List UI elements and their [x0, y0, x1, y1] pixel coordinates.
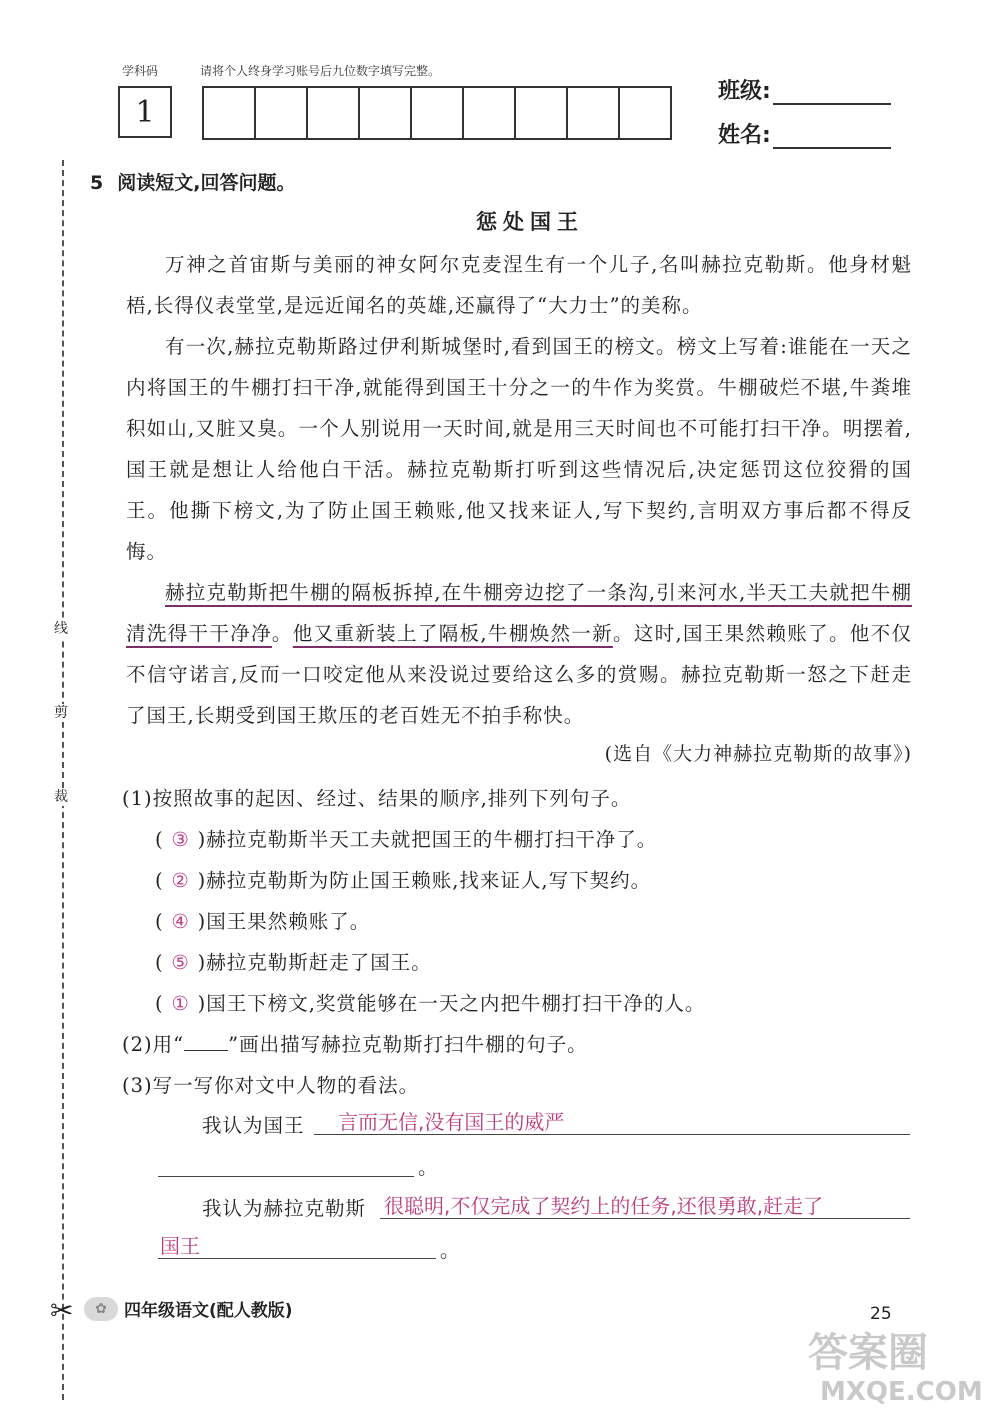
q3-hero-answer-line[interactable]: [380, 1188, 910, 1219]
q1-option-text: 赫拉克勒斯为防止国王赖账,找来证人,写下契约。: [206, 869, 652, 892]
id-digit-box[interactable]: [464, 88, 516, 138]
q1-option: ( ① )国王下榜文,奖赏能够在一天之内把牛棚打扫干净的人。: [155, 992, 706, 1015]
passage-source: (选自《大力神赫拉克勒斯的故事》): [604, 743, 912, 765]
passage-paragraph-2: 有一次,赫拉克勒斯路过伊利斯城堡时,看到国王的榜文。榜文上写着:谁能在一天之内将国王的牛棚打扫干净,就能得到国王十分之一的牛作为奖赏。牛棚破烂不堪,牛粪堆积如山,又脏又臭。一个人别说用一天时间,就是用三天时间也不可能打扫干净。明摆着,国王就是想让人给他白干活。赫拉克勒斯打听到这些情况后,决定惩罚这位狡猾的国王。他撕下榜文,为了防止国王赖账,他又找来证人,写下契约,言明双方事后都不得反悔。: [126, 335, 912, 563]
q3-end-mark: 。: [418, 1156, 439, 1179]
question-heading: [90, 168, 295, 195]
q1-option-answer[interactable]: ⑤: [171, 951, 190, 974]
q1-option-text: 赫拉克勒斯赶走了国王。: [206, 951, 432, 974]
scissors-icon: ✂: [50, 1294, 74, 1327]
q1-option: ( ⑤ )赫拉克勒斯赶走了国王。: [155, 951, 432, 974]
passage-paragraph-3: [126, 572, 912, 736]
watermark-logo: [800, 1320, 990, 1408]
name-blank[interactable]: [773, 125, 891, 149]
q3-hero-answer-line-2[interactable]: [158, 1228, 436, 1259]
id-digit-box[interactable]: [360, 88, 412, 138]
passage-paragraph-3-rest: 。这时,国王果然赖账了。他不仅不信守诺言,反而一口咬定他从来没说过要给这么多的赏赐。赫拉克勒斯一怒之下赶走了国王,长期受到国王欺压的老百姓无不拍手称快。: [126, 622, 912, 727]
q1-option-text: 国王果然赖账了。: [206, 910, 371, 933]
id-digit-box[interactable]: [620, 88, 672, 138]
class-label: 班级:: [718, 79, 771, 104]
book-badge-icon: ✿: [84, 1297, 118, 1321]
q3-king-label: 我认为国王: [202, 1114, 305, 1137]
q3-prompt: (3)写一写你对文中人物的看法。: [122, 1074, 420, 1097]
class-field: [718, 74, 891, 105]
watermark-text-bottom: MXQE.COM: [820, 1377, 983, 1407]
q1-option: ( ③ )赫拉克勒斯半天工夫就把国王的牛棚打扫干净了。: [155, 828, 658, 851]
q1-option-answer[interactable]: ③: [171, 828, 190, 851]
q3-king-answer-line[interactable]: [314, 1104, 910, 1135]
q3-hero-answer-1: 很聪明,不仅完成了契约上的任务,还很勇敢,赶走了: [384, 1194, 824, 1218]
name-label: 姓名:: [718, 123, 771, 148]
footer-book: [84, 1296, 293, 1321]
q1-option-text: 国王下榜文,奖赏能够在一天之内把牛棚打扫干净的人。: [206, 992, 706, 1015]
question-number: 5: [90, 172, 104, 194]
q3-end-mark-2: 。: [440, 1239, 461, 1262]
question-instruction: 阅读短文,回答问题。: [117, 172, 296, 194]
passage-paragraph-1: 万神之首宙斯与美丽的神女阿尔克麦涅生有一个儿子,名叫赫拉克勒斯。他身材魁梧,长得仪表堂堂,是远近闻名的英雄,还赢得了“大力士”的美称。: [126, 253, 912, 317]
q1-option-answer[interactable]: ①: [171, 992, 190, 1015]
watermark-text-top: 答案圈: [808, 1330, 928, 1376]
passage-punct: 。: [271, 622, 293, 645]
q1-option-answer[interactable]: ④: [171, 910, 190, 933]
subject-code-box: 1: [118, 86, 172, 138]
id-digit-box[interactable]: [568, 88, 620, 138]
q1-option-text: 赫拉克勒斯半天工夫就把国王的牛棚打扫干净了。: [206, 828, 658, 851]
id-digit-box[interactable]: [204, 88, 256, 138]
cut-mark-trim: 裁: [54, 789, 68, 805]
q3-hero-label: 我认为赫拉克勒斯: [202, 1197, 367, 1220]
page-number: 25: [870, 1304, 892, 1324]
cut-guide-line: [62, 160, 64, 1400]
account-id-boxes: [202, 86, 672, 140]
id-digit-box[interactable]: [256, 88, 308, 138]
name-field: [718, 118, 891, 149]
id-digit-box[interactable]: [308, 88, 360, 138]
q3-hero-answer-2: 国王: [160, 1234, 200, 1258]
q1-option-answer[interactable]: ②: [171, 869, 190, 892]
q1-option: ( ④ )国王果然赖账了。: [155, 910, 371, 933]
cut-mark-line: 线: [54, 621, 68, 637]
q3-king-answer-line-2[interactable]: [158, 1146, 414, 1177]
q2-suffix: ”画出描写赫拉克勒斯打扫牛棚的句子。: [228, 1033, 588, 1056]
q2-underline-sample: [184, 1032, 228, 1051]
id-digit-box[interactable]: [412, 88, 464, 138]
underlined-sentence-1: 赫拉克勒斯把牛棚的隔板拆掉,在牛棚旁边挖了一条沟,引来河水,半天工夫就把牛棚清洗得干干净净: [126, 581, 912, 645]
underlined-sentence-2: 他又重新装上了隔板,牛棚焕然一新: [292, 622, 613, 645]
q3-king-answer: 言而无信,没有国王的威严: [338, 1110, 565, 1134]
passage-body: [126, 244, 912, 736]
subject-code-label: 学科码: [122, 64, 159, 78]
book-title: 四年级语文(配人教版): [124, 1301, 293, 1321]
q2-prompt: [122, 1029, 588, 1057]
q1-prompt: (1)按照故事的起因、经过、结果的顺序,排列下列句子。: [122, 787, 632, 810]
id-digit-box[interactable]: [516, 88, 568, 138]
q2-prefix: (2)用“: [122, 1033, 185, 1056]
passage-title: 惩处国王: [476, 210, 584, 234]
q1-option: ( ② )赫拉克勒斯为防止国王赖账,找来证人,写下契约。: [155, 869, 652, 892]
account-instruction: 请将个人终身学习账号后九位数字填写完整。: [200, 64, 441, 78]
cut-mark-cut: 剪: [54, 705, 68, 721]
class-blank[interactable]: [773, 81, 891, 105]
